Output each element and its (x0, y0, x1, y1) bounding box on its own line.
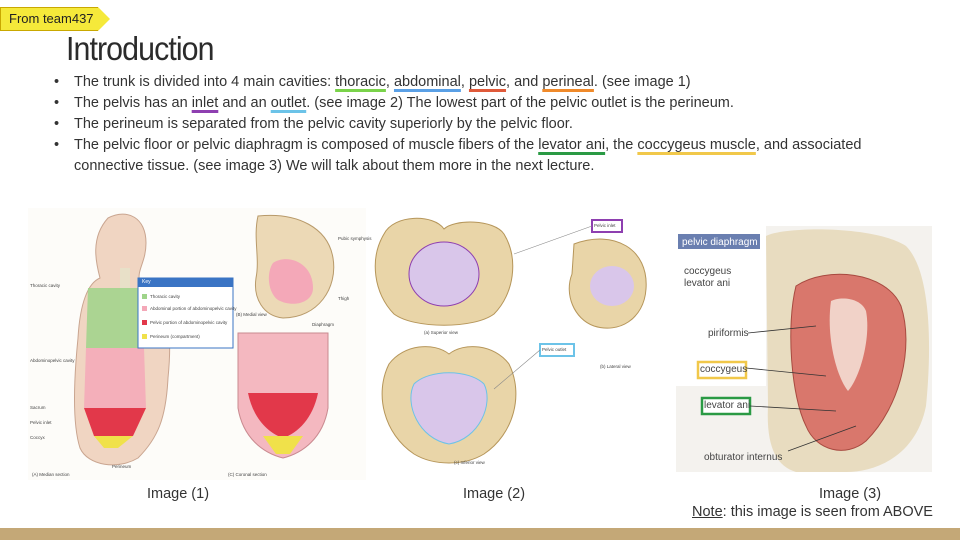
label-abdominopelvic-cavity: Abdominopelvic cavity (30, 358, 75, 363)
label-thigh: Thigh (338, 296, 350, 301)
tag-pelvic-inlet: Pelvic inlet (594, 223, 616, 228)
label-diaphragm: Diaphragm (312, 322, 335, 327)
key-item-perineum: Perineum (compartment) (150, 334, 200, 339)
bullet-perineum: • The perineum is separated from the pelvic cavity superiorly by the pelvic floor. (54, 114, 934, 135)
source-badge-text: From team437 (0, 7, 98, 31)
label-sacrum: Sacrum (30, 405, 46, 410)
note-text: : this image is seen from ABOVE (722, 504, 933, 520)
label-pubic-symphysis: Pubic symphysis (338, 236, 372, 241)
label-levator-header: levator ani (684, 278, 731, 289)
footer-bar (0, 528, 960, 540)
source-badge-arrow (98, 7, 110, 31)
key-item-pelvic: Pelvic portion of abdominopelvic cavity (150, 320, 228, 325)
label-piriformis: piriformis (708, 328, 749, 339)
image-3-pelvic-floor (676, 226, 932, 472)
term-outlet: outlet (270, 95, 307, 111)
term-inlet: inlet (191, 95, 219, 111)
bullet-inlet-outlet: • The pelvis has an inlet and an outlet. (see image 2) The lowest part of the pelvic outlet is the perineum. (54, 93, 934, 114)
key-item-abdominal: Abdominal portion of abdominopelvic cavity (150, 306, 237, 311)
body-cavity-illustration (28, 208, 366, 480)
label-view-a: (A) Median section (32, 472, 70, 477)
page-title: Introduction (66, 30, 214, 67)
term-abdominal: abdominal (393, 74, 461, 90)
label-inferior-view: (c) Inferior view (454, 460, 485, 465)
term-pelvic: pelvic (468, 74, 507, 90)
pelvis-illustration (374, 214, 674, 470)
term-coccygeus: coccygeus muscle (637, 137, 756, 153)
image-3-note (692, 504, 960, 520)
image-2-pelvis-views (374, 214, 674, 470)
tag-pelvic-outlet: Pelvic outlet (542, 347, 567, 352)
label-obturator-internus: obturator internus (704, 452, 783, 463)
label-thoracic-cavity: Thoracic cavity (30, 283, 61, 288)
bullet-cavities: • The trunk is divided into 4 main cavities: thoracic, abdominal, pelvic, and perineal. (see image 1) (54, 72, 934, 93)
term-perineal: perineal (542, 74, 594, 90)
label-superior-view: (a) Superior view (424, 330, 459, 335)
bullet-list (54, 72, 934, 177)
label-view-c: (C) Coronal section (228, 472, 267, 477)
label-lateral-view: (b) Lateral view (600, 364, 631, 369)
image-1-body-cavities (28, 208, 372, 480)
label-perineum: Perineum (112, 464, 132, 469)
term-levator-ani: levator ani (538, 137, 606, 153)
label-coccygeus-box: coccygeus (700, 364, 748, 375)
label-view-b: (B) Medial view (236, 312, 267, 317)
term-thoracic: thoracic (335, 74, 386, 90)
label-coccyx: Coccyx (30, 435, 45, 440)
source-badge (0, 7, 110, 31)
label-pelvic-inlet: Pelvic inlet (30, 420, 52, 425)
key-title: Key (142, 279, 151, 285)
label-pelvic-diaphragm: pelvic diaphragm (682, 237, 758, 248)
note-label: Note (692, 504, 723, 520)
caption-image-1: Image (1) (146, 486, 210, 502)
bullet-pelvic-floor: • The pelvic floor or pelvic diaphragm is composed of muscle fibers of the levator ani, the coccygeus muscle, and associated connective tissue. (see image 3) We will talk about them more in the next lecture. (54, 135, 934, 177)
caption-image-2: Image (2) (462, 486, 526, 502)
key-item-thoracic: Thoracic cavity (150, 294, 181, 299)
caption-image-3: Image (3) (818, 486, 882, 502)
label-levator-box: levator ani (704, 400, 751, 411)
label-coccygeus-header: coccygeus (684, 266, 732, 277)
pelvic-floor-illustration (676, 226, 932, 472)
